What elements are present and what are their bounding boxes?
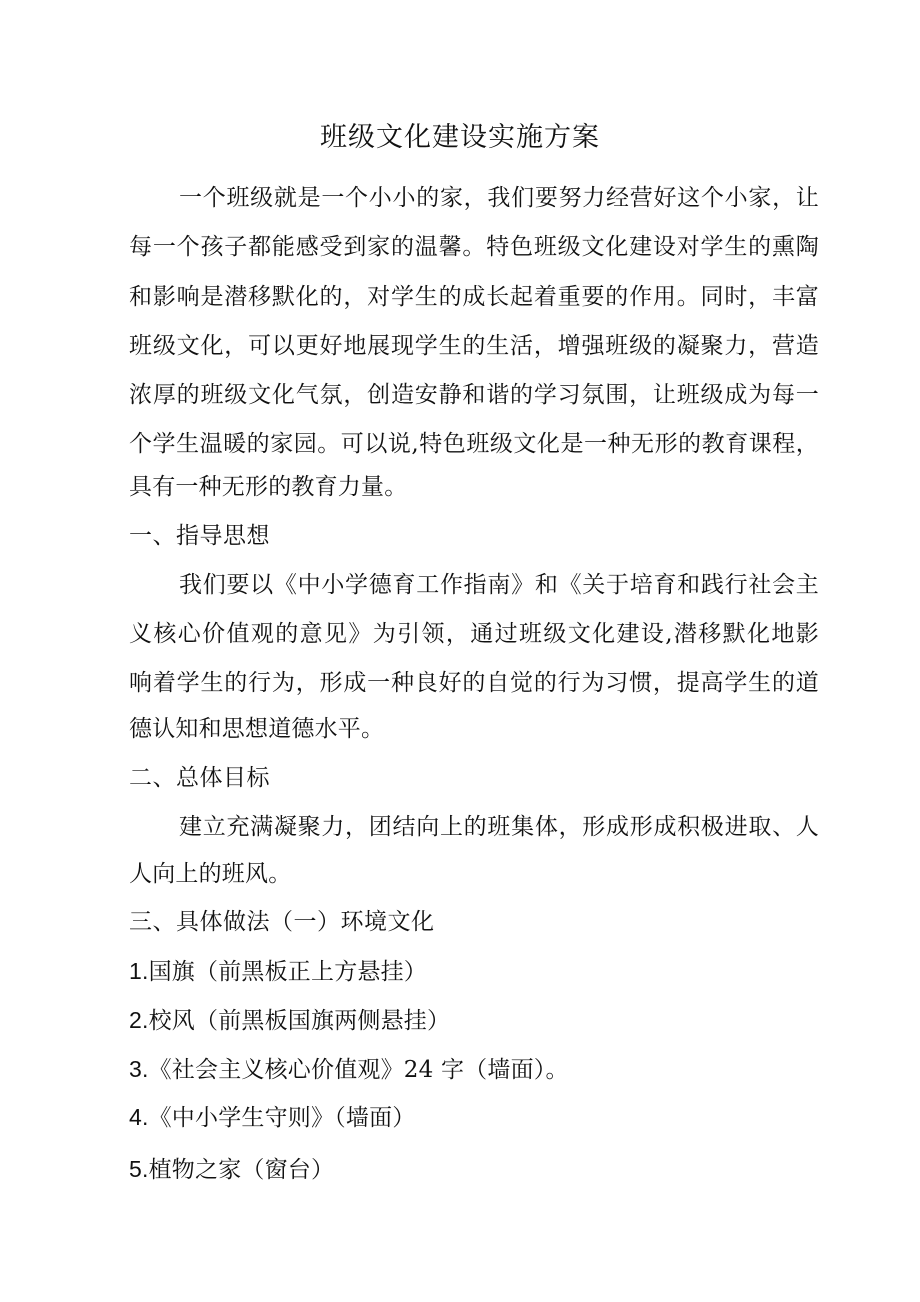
section2-line: 建立充满凝聚力，团结向上的班集体，形成形成积极进取、人 bbox=[179, 814, 819, 840]
intro-line: 班级文化，可以更好地展现学生的生活，增强班级的凝聚力，营造 bbox=[129, 333, 819, 359]
list-item-text: 校风（前黑板国旗两侧悬挂） bbox=[148, 1008, 451, 1034]
list-item bbox=[129, 954, 819, 989]
intro-line: 一个班级就是一个小小的家，我们要努力经营好这个小家，让 bbox=[179, 185, 819, 211]
list-item-number: 2. bbox=[129, 1007, 149, 1033]
list-item-text: 植物之家（窗台） bbox=[148, 1157, 335, 1183]
list-item bbox=[129, 1003, 819, 1038]
section1-line: 响着学生的行为，形成一种良好的自觉的行为习惯，提高学生的道 bbox=[129, 670, 819, 696]
list-item bbox=[129, 1100, 819, 1135]
list-item-number: 5. bbox=[129, 1156, 149, 1182]
list-item-text: 《中小学生守则》（墙面） bbox=[148, 1105, 416, 1131]
intro-line: 浓厚的班级文化气氛，创造安静和谐的学习氛围，让班级成为每一 bbox=[129, 382, 819, 408]
document-title: 班级文化建设实施方案 bbox=[320, 122, 600, 153]
section1-line: 我们要以《中小学德育工作指南》和《关于培育和践行社会主 bbox=[179, 572, 819, 598]
list-item bbox=[129, 1052, 819, 1087]
intro-line: 个学生温暖的家园。可以说,特色班级文化是一种无形的教育课程， bbox=[129, 431, 819, 457]
list-item-text: 《社会主义核心价值观》24 字（墙面）。 bbox=[148, 1057, 569, 1083]
section-heading-guiding-ideology: 一、指导思想 bbox=[129, 523, 270, 549]
section2-line: 人向上的班风。 bbox=[129, 861, 292, 887]
section-heading-specific-practices: 三、具体做法（一）环境文化 bbox=[129, 909, 435, 935]
list-item-number: 1. bbox=[129, 958, 149, 984]
section-heading-overall-goal: 二、总体目标 bbox=[129, 765, 270, 791]
list-item bbox=[129, 1152, 819, 1187]
intro-line: 和影响是潜移默化的，对学生的成长起着重要的作用。同时，丰富 bbox=[129, 284, 819, 310]
section1-line: 德认知和思想道德水平。 bbox=[129, 716, 385, 742]
intro-line: 每一个孩子都能感受到家的温馨。特色班级文化建设对学生的熏陶 bbox=[129, 234, 819, 260]
list-item-number: 3. bbox=[129, 1056, 149, 1082]
intro-line: 具有一种无形的教育力量。 bbox=[129, 474, 408, 500]
list-item-text: 国旗（前黑板正上方悬挂） bbox=[148, 959, 427, 985]
section1-line: 义核心价值观的意见》为引领，通过班级文化建设,潜移默化地影 bbox=[129, 621, 819, 647]
list-item-number: 4. bbox=[129, 1104, 149, 1130]
